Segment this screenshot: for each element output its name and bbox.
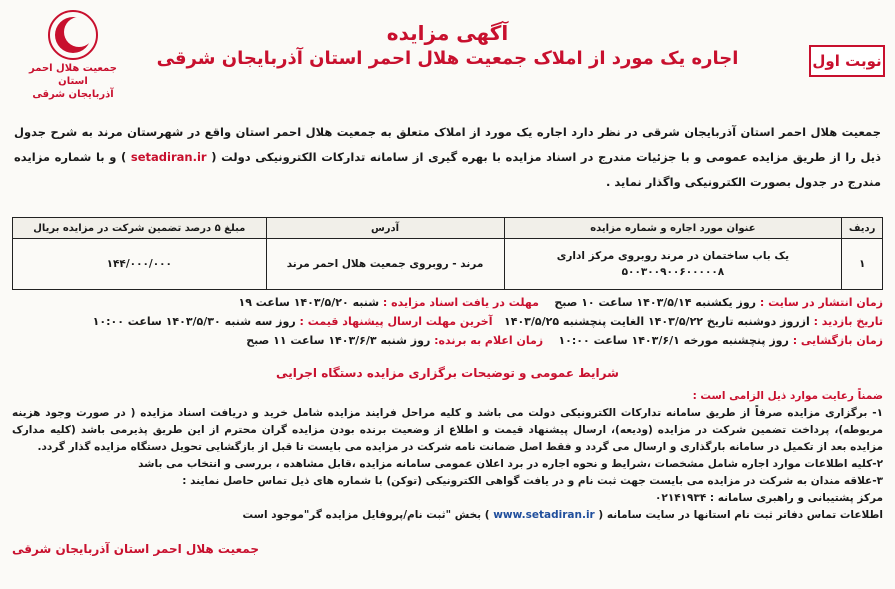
contact-part2: ) بخش "ثبت نام/پروفایل مزایده گر"موجود است <box>242 509 490 521</box>
contact-site-link[interactable]: www.setadiran.ir <box>493 509 595 521</box>
logo-text-line2: آذربایجان شرقی <box>32 89 114 100</box>
schedule-row-opening <box>10 331 883 350</box>
schedule-row-publish <box>10 293 883 312</box>
page-title: آگهی مزایده <box>386 21 509 45</box>
table-row <box>13 239 883 290</box>
intro-part2: ) و با شماره مزایده مندرج در جدول بصورت الکترونیکی واگذار نماید . <box>14 150 881 189</box>
bid-value: روز سه شنبه ۱۴۰۳/۵/۳۰ ساعت ۱۰:۰۰ <box>92 315 296 328</box>
notice-round-badge: نوبت اول <box>809 45 885 77</box>
red-crescent-logo <box>18 8 128 100</box>
support-center: مرکز پشتیبانی و راهبری سامانه : ۰۲۱۴۱۹۳۴ <box>655 492 883 504</box>
conditions-section-title: شرایط عمومی و توضیحات برگزاری مزایده دستگاه اجرایی <box>276 366 619 380</box>
publish-value: روز یکشنبه ۱۴۰۳/۵/۱۴ ساعت ۱۰ صبح <box>554 296 757 309</box>
cell-title <box>504 239 842 290</box>
winner-label: زمان اعلام به برنده: <box>434 334 544 347</box>
logo-text-line1: جمعیت هلال احمر استان <box>29 63 117 87</box>
intro-part1: جمعیت هلال احمر استان آذربایجان شرقی در نظر دارد اجاره یک مورد از املاک متعلق به جمعیت هلال احمر استان واقع در شهرستان مرند به شرح جدول ذیل را از طریق مزایده عمومی و با جزئیات مندرج در اسناد مزایده با بهره گیری از سامانه تدارکات الکترونیکی دولت ( <box>14 125 881 164</box>
publish-label: زمان انتشار در سایت : <box>759 296 883 309</box>
winner-value: روز شنبه ۱۴۰۳/۶/۳ ساعت ۱۱ صبح <box>246 334 431 347</box>
contact-info <box>12 507 883 524</box>
cell-deposit: ۱۴۴/۰۰۰/۰۰۰ <box>13 239 267 290</box>
schedule-row-visit <box>10 312 883 331</box>
conditions-lead: ضمناً رعایت موارد ذیل الزامی است : <box>692 390 883 402</box>
condition-item-2: ۲-کلیه اطلاعات موارد اجاره شامل مشخصات ،شرایط و نحوه اجاره در برد اعلان عمومی سامانه مزایده ،قابل مشاهده ، بررسی و انتخاب می باشد <box>138 458 883 470</box>
docs-label: مهلت در یافت اسناد مزایده : <box>382 296 539 309</box>
opening-value: روز پنچشنبه مورخه ۱۴۰۳/۶/۱ ساعت ۱۰:۰۰ <box>558 334 789 347</box>
col-row-header: ردیف <box>842 218 883 239</box>
docs-value: شنبه ۱۴۰۳/۵/۲۰ ساعت ۱۹ <box>238 296 380 309</box>
opening-label: زمان بازگشایی : <box>792 334 883 347</box>
setadiran-link[interactable]: setadiran.ir <box>130 150 207 164</box>
item-title: یک باب ساختمان در مرند روبروی مرکز اداری <box>556 250 790 262</box>
col-address-header: آدرس <box>266 218 504 239</box>
visit-value: ازروز دوشنبه تاریخ ۱۴۰۳/۵/۲۲ الغایت پنچشنبه ۱۴۰۳/۵/۲۵ <box>504 315 810 328</box>
footer-organization: جمعیت هلال احمر استان آذربایجان شرقی <box>12 542 259 556</box>
crescent-icon <box>46 8 100 62</box>
condition-item-1: ۱- برگزاری مزایده صرفاً از طریق سامانه تدارکات الکترونیکی دولت می باشد و کلیه مراحل فرایند مزایده شامل خرید و دریافت اسناد مزایده ( در صورت وجود هزینه مربوطه)، پرداخت تضمین شرکت در مزایده (ودیعه)، ارسال پیشنهاد قیمت و اطلاع از وضعیت برنده بودن مزایده گران محترم از این طریق پذیرمی باشد (کلیه مدارک مزایده بعد از تکمیل در سامانه بارگذاری و ارسال می گردد و فقط اصل ضمانت نامه شرکت در مزایده می بایست تا قبل از بازگشایی تحویل دستگاه مزایده گذار گردد. <box>12 407 883 453</box>
cell-address: مرند - روبروی جمعیت هلال احمر مرند <box>266 239 504 290</box>
cell-row-number: ۱ <box>842 239 883 290</box>
schedule <box>10 293 883 350</box>
page-subtitle: اجاره یک مورد از املاک جمعیت هلال احمر استان آذربایجان شرقی <box>156 48 739 69</box>
condition-item-3: ۳-علاقه مندان به شرکت در مزایده می بایست جهت ثبت نام و در یافت گواهی الکترونیکی (توکن) با شماره های ذیل تماس حاصل نمایند : <box>182 475 883 487</box>
visit-label: تاریخ بازدید : <box>813 315 883 328</box>
auction-table <box>12 217 883 290</box>
header <box>150 20 745 72</box>
conditions <box>12 388 883 524</box>
table-header-row <box>13 218 883 239</box>
contact-part1: اطلاعات تماس دفاتر ثبت نام استانها در سایت سامانه ( <box>598 509 883 521</box>
intro-paragraph <box>14 120 881 195</box>
col-deposit-header: مبلغ ۵ درصد تضمین شرکت در مزایده بریال <box>13 218 267 239</box>
auction-number: ۵۰۰۳۰۰۹۰۰۶۰۰۰۰۰۸ <box>621 266 725 278</box>
bid-label: آخرین مهلت ارسال پیشنهاد قیمت : <box>299 315 493 328</box>
col-title-header: عنوان مورد اجاره و شماره مزایده <box>504 218 842 239</box>
